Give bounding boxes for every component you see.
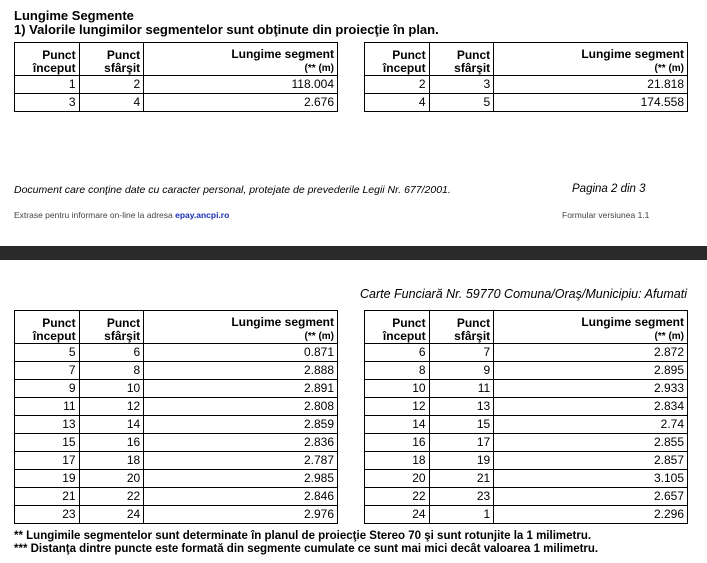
cell-length: 0.871 [144,344,338,362]
header-end-point [429,311,494,344]
cell-end: 8 [79,362,144,380]
table-header-row [365,311,688,344]
table-row [365,416,688,434]
cell-end: 5 [429,94,494,112]
cell-length: 2.985 [144,470,338,488]
cell-length: 118.004 [144,76,338,94]
table-row [15,488,338,506]
cell-start: 16 [365,434,430,452]
header-start-line1: Punct [392,48,426,62]
table-row [365,380,688,398]
table-row [15,416,338,434]
cell-length: 2.834 [494,398,688,416]
cell-end: 10 [79,380,144,398]
cell-length: 2.976 [144,506,338,524]
header-end-point [79,311,144,344]
cell-start: 17 [15,452,80,470]
cell-length: 2.846 [144,488,338,506]
cell-start: 15 [15,434,80,452]
page-number: Pagina 2 din 3 [572,183,646,195]
header-start-line2: început [382,329,426,343]
header-start-point [15,43,80,76]
cell-end: 14 [79,416,144,434]
cell-end: 2 [79,76,144,94]
header-length-unit: (** (m) [304,331,334,342]
header-length-unit: (** (m) [654,331,684,342]
table-row [15,452,338,470]
cell-length: 2.888 [144,362,338,380]
table-row [365,434,688,452]
header-length-label: Lungime segment [231,47,334,61]
carte-funciara-header: Carte Funciară Nr. 59770 Comuna/Oraş/Municipiu: Afumati [360,287,687,301]
cell-end: 3 [429,76,494,94]
header-length-unit: (** (m) [304,63,334,74]
table-row [365,506,688,524]
cell-end: 6 [79,344,144,362]
table-header-row [365,43,688,76]
table-row [365,398,688,416]
header-segment-length [494,43,688,76]
header-length-unit: (** (m) [654,63,684,74]
cell-end: 21 [429,470,494,488]
cell-end: 23 [429,488,494,506]
cell-start: 2 [365,76,430,94]
cell-length: 2.836 [144,434,338,452]
cell-start: 4 [365,94,430,112]
table-row [15,434,338,452]
cell-start: 13 [15,416,80,434]
header-start-line1: Punct [392,316,426,330]
table-header-row [15,311,338,344]
header-segment-length [494,311,688,344]
cell-end: 12 [79,398,144,416]
cell-start: 5 [15,344,80,362]
table-row [15,398,338,416]
header-segment-length [144,311,338,344]
table-row [365,470,688,488]
cell-length: 2.808 [144,398,338,416]
table-header-row [15,43,338,76]
segments-table-right-p2 [364,310,688,524]
header-end-line2: sfârşit [104,329,141,343]
header-length-label: Lungime segment [581,315,684,329]
table-row [15,506,338,524]
table-row [15,362,338,380]
cell-length: 21.818 [494,76,688,94]
table-row [15,76,338,94]
cell-length: 2.859 [144,416,338,434]
table-row [365,488,688,506]
cell-length: 2.933 [494,380,688,398]
table-row [15,94,338,112]
header-end-line1: Punct [456,316,491,330]
cell-end: 7 [429,344,494,362]
privacy-notice: Document care conţine date cu caracter personal, protejate de prevederile Legii Nr. 677/2001. [14,184,451,196]
extract-info [14,210,229,220]
header-start-line2: început [382,61,426,75]
cell-start: 3 [15,94,80,112]
page-subtitle: 1) Valorile lungimilor segmentelor sunt obţinute din proiecţie în plan. [14,22,439,37]
cell-start: 24 [365,506,430,524]
cell-length: 2.895 [494,362,688,380]
header-length-label: Lungime segment [231,315,334,329]
header-end-line1: Punct [106,316,141,330]
cell-end: 24 [79,506,144,524]
cell-start: 12 [365,398,430,416]
table-row [15,380,338,398]
cell-start: 23 [15,506,80,524]
cell-length: 2.787 [144,452,338,470]
header-end-line1: Punct [106,48,141,62]
cell-end: 11 [429,380,494,398]
header-end-point [79,43,144,76]
header-end-line2: sfârşit [454,61,491,75]
cell-start: 22 [365,488,430,506]
cell-length: 2.74 [494,416,688,434]
cell-length: 2.891 [144,380,338,398]
page-title: Lungime Segmente [14,8,134,23]
cell-length: 2.855 [494,434,688,452]
cell-start: 19 [15,470,80,488]
segments-table-left-p1 [14,42,338,112]
header-start-line2: început [32,329,76,343]
cell-start: 21 [15,488,80,506]
cell-start: 9 [15,380,80,398]
form-version: Formular versiunea 1.1 [562,210,650,220]
footnote-rounding: ** Lungimile segmentelor sunt determinate în planul de proiecţie Stereo 70 şi sunt rotunjite la 1 milimetru. [14,530,592,542]
table-row [365,76,688,94]
cell-end: 17 [429,434,494,452]
cell-end: 13 [429,398,494,416]
header-end-line1: Punct [456,48,491,62]
header-start-line2: început [32,61,76,75]
cell-start: 6 [365,344,430,362]
header-start-point [365,311,430,344]
page-divider [0,246,707,260]
cell-start: 18 [365,452,430,470]
cell-end: 4 [79,94,144,112]
cell-end: 15 [429,416,494,434]
cell-start: 8 [365,362,430,380]
header-start-point [365,43,430,76]
header-start-point [15,311,80,344]
cell-end: 16 [79,434,144,452]
cell-length: 2.872 [494,344,688,362]
footnote-distance: *** Distanţa dintre puncte este formată din segmente cumulate ce sunt mai mici decât valoarea 1 milimetru. [14,543,599,555]
segments-table-left-p2 [14,310,338,524]
cell-end: 9 [429,362,494,380]
cell-start: 11 [15,398,80,416]
cell-end: 18 [79,452,144,470]
cell-length: 2.676 [144,94,338,112]
extract-site-link[interactable]: epay.ancpi.ro [175,210,230,220]
cell-length: 3.105 [494,470,688,488]
header-start-line1: Punct [42,48,76,62]
cell-end: 19 [429,452,494,470]
table-row [365,362,688,380]
cell-length: 2.296 [494,506,688,524]
cell-start: 10 [365,380,430,398]
cell-end: 20 [79,470,144,488]
cell-start: 20 [365,470,430,488]
cell-start: 7 [15,362,80,380]
table-row [365,344,688,362]
cell-start: 1 [15,76,80,94]
cell-length: 174.558 [494,94,688,112]
header-end-point [429,43,494,76]
table-row [15,344,338,362]
table-row [365,94,688,112]
extract-text: Extrase pentru informare on-line la adresa [14,210,173,220]
header-end-line2: sfârşit [104,61,141,75]
header-length-label: Lungime segment [581,47,684,61]
table-row [15,470,338,488]
header-end-line2: sfârşit [454,329,491,343]
header-segment-length [144,43,338,76]
cell-length: 2.657 [494,488,688,506]
header-start-line1: Punct [42,316,76,330]
segments-table-right-p1 [364,42,688,112]
cell-length: 2.857 [494,452,688,470]
cell-end: 1 [429,506,494,524]
cell-start: 14 [365,416,430,434]
cell-end: 22 [79,488,144,506]
table-row [365,452,688,470]
